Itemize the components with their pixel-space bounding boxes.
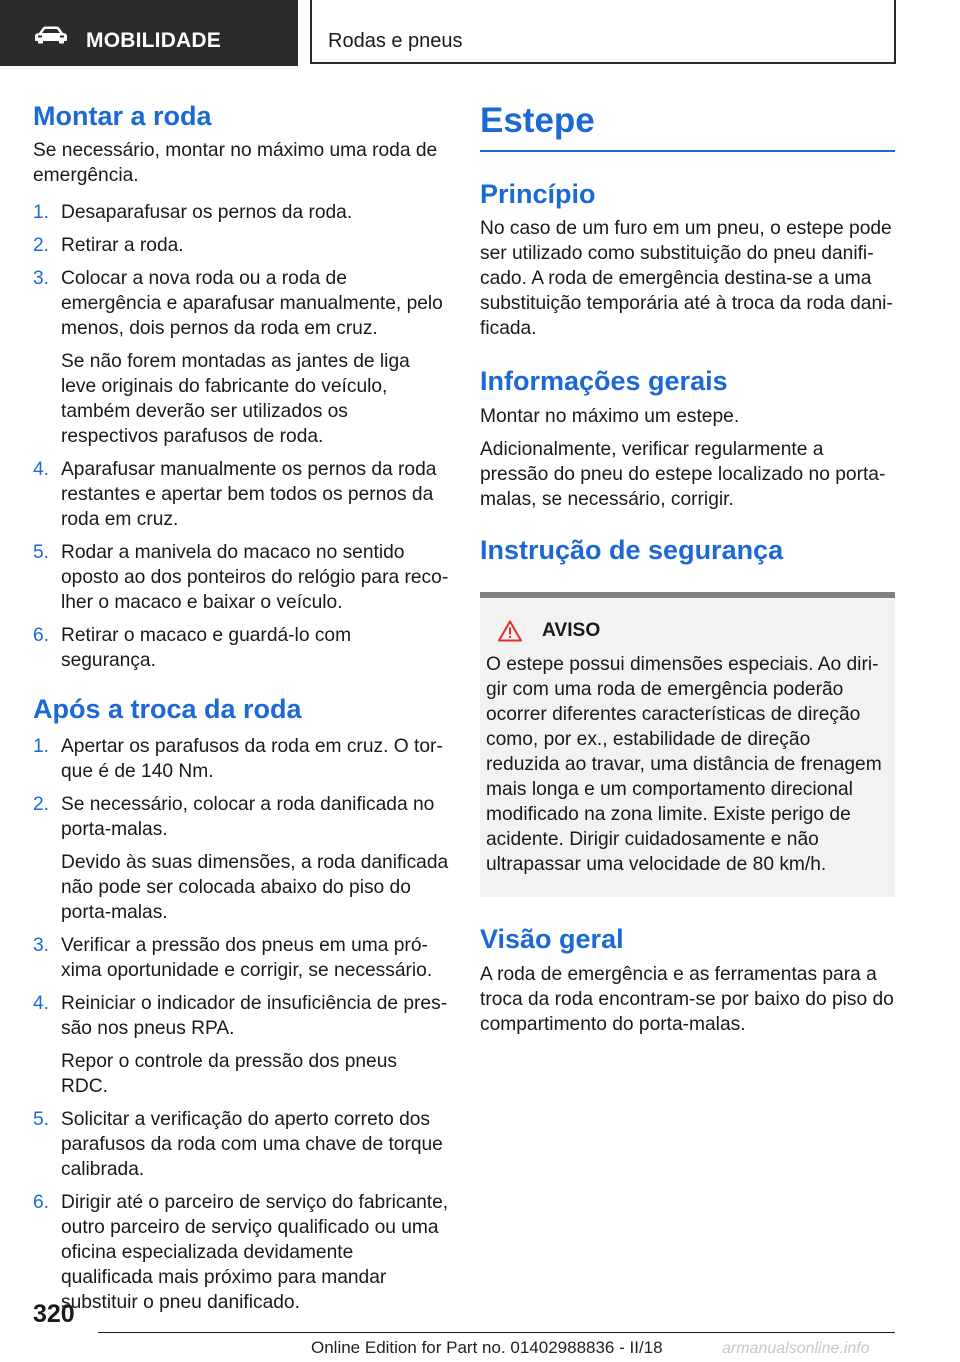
- step-text: Apertar os parafusos da roda em cruz. O torque é de 140 Nm.: [61, 735, 443, 782]
- overview-text: A roda de emergência e as ferramentas para a troca da roda encontram-se por baixo do piso do compartimento do porta-malas.: [480, 963, 894, 1035]
- mount-wheel-heading: Montar a roda: [33, 101, 212, 131]
- mount-wheel-intro: Se necessário, montar no máximo uma roda de emergência.: [33, 140, 438, 187]
- list-item: [33, 623, 449, 673]
- step-text: Desaparafusar os pernos da roda.: [61, 202, 353, 224]
- step-text: Reiniciar o indicador de insuficiência de pressão nos pneus RPA.: [61, 992, 448, 1039]
- principle-heading: Princípio: [480, 179, 596, 209]
- step-note: Se não forem montadas as jantes de liga leve originais do fabricante do veículo, também deverão ser utilizados os respectivos parafusos de roda.: [61, 351, 410, 448]
- list-item: [33, 266, 449, 449]
- footer-divider: [98, 1332, 895, 1333]
- step-note: Devido às suas dimensões, a roda danificada não pode ser colocada abaixo do piso do porta-malas.: [61, 851, 449, 923]
- step-number: 1.: [33, 202, 50, 224]
- chapter-label: MOBILIDADE: [86, 29, 221, 52]
- step-number: 3.: [33, 934, 50, 956]
- step-text: Se necessário, colocar a roda danificada no porta-malas.: [61, 793, 435, 840]
- car-icon: [34, 26, 68, 44]
- warning-box: [480, 592, 895, 897]
- step-note: Repor o controle da pressão dos pneus RDC.: [61, 1050, 397, 1097]
- list-item: [33, 734, 449, 784]
- step-text: Dirigir até o parceiro de serviço do fabricante, outro parceiro de serviço qualificado ou uma oficina especializada devidamente qualificada mais próximo para mandar substituir o pneu danificado.: [61, 1191, 449, 1313]
- step-text: Aparafusar manualmente os pernos da roda restantes e apertar bem todos os pernos da roda em cruz.: [61, 459, 437, 531]
- list-item: [33, 457, 449, 532]
- list-item: [33, 933, 449, 983]
- step-text: Rodar a manivela do macaco no sentido oposto ao dos ponteiros do relógio para recolher o macaco e baixar o veículo.: [61, 542, 449, 614]
- step-text: Verificar a pressão dos pneus em uma próxima oportunidade e corrigir, se necessário.: [61, 934, 433, 981]
- list-item: [33, 540, 449, 615]
- step-number: 4.: [33, 992, 50, 1014]
- step-number: 6.: [33, 625, 50, 647]
- step-text: Solicitar a verificação do aperto correto dos parafusos da roda com uma chave de torque calibrada.: [61, 1108, 443, 1180]
- step-text: Colocar a nova roda ou a roda de emergência e aparafusar manualmente, pelo menos, dois pernos da roda em cruz.: [61, 268, 443, 340]
- warning-title: AVISO: [542, 620, 601, 642]
- step-text: Retirar a roda.: [61, 235, 184, 257]
- step-number: 1.: [33, 735, 50, 757]
- after-steps-list: [33, 734, 449, 1315]
- step-text: Retirar o macaco e guardá-lo com segurança.: [61, 625, 352, 672]
- overview-heading: Visão geral: [480, 924, 624, 955]
- step-number: 5.: [33, 542, 50, 564]
- step-number: 2.: [33, 793, 50, 815]
- general-info-heading: Informações gerais: [480, 366, 728, 397]
- mount-steps-list: [33, 200, 449, 673]
- step-number: 5.: [33, 1108, 50, 1130]
- step-number: 4.: [33, 459, 50, 481]
- safety-heading: Instrução de segurança: [480, 534, 784, 565]
- spare-wheel-title: Estepe: [480, 100, 895, 152]
- after-change-heading: Após a troca da roda: [33, 694, 302, 725]
- step-number: 3.: [33, 268, 50, 290]
- watermark: armanualsonline.info: [722, 1340, 870, 1357]
- page-number: 320: [33, 1300, 75, 1328]
- section-tab: [310, 0, 896, 64]
- list-item: [33, 991, 449, 1099]
- general-info-text-1: Montar no máximo um estepe.: [480, 405, 740, 427]
- page-header: [0, 0, 960, 66]
- warning-text: O estepe possui dimensões especiais. Ao dirigir com uma roda de emergência poderão ocorrer diferentes características de direção como, por ex., estabilidade de direção reduzida ao travar, uma distância de frenagem mais longa e um comportamento direcional modificado na zona limite. Existe perigo de acidente. Dirigir cuidadosamente e não ultrapassar uma velocidade de 80 km/h.: [486, 654, 882, 876]
- warning-header: [486, 618, 888, 644]
- step-number: 6.: [33, 1191, 50, 1213]
- page-footer: [0, 1296, 960, 1362]
- right-column: [480, 100, 895, 1037]
- general-info-text-2: Adicionalmente, verificar regularmente a pressão do pneu do estepe localizado no porta-malas, se necessário, corrigir.: [480, 438, 886, 510]
- list-item: [33, 200, 449, 225]
- edition-text: Online Edition for Part no. 01402988836 - II/18: [311, 1338, 663, 1357]
- left-column: [33, 100, 449, 1315]
- step-number: 2.: [33, 235, 50, 257]
- section-label: Rodas e pneus: [328, 30, 463, 52]
- chapter-tab: [0, 0, 298, 66]
- principle-text: No caso de um furo em um pneu, o estepe pode ser utilizado como substituição do pneu danificado. A roda de emergência destina-se a uma substituição temporária até à troca da roda danificada.: [480, 218, 893, 340]
- list-item: [33, 1107, 449, 1182]
- list-item: [33, 233, 449, 258]
- warning-triangle-icon: [498, 620, 522, 642]
- list-item: [33, 792, 449, 925]
